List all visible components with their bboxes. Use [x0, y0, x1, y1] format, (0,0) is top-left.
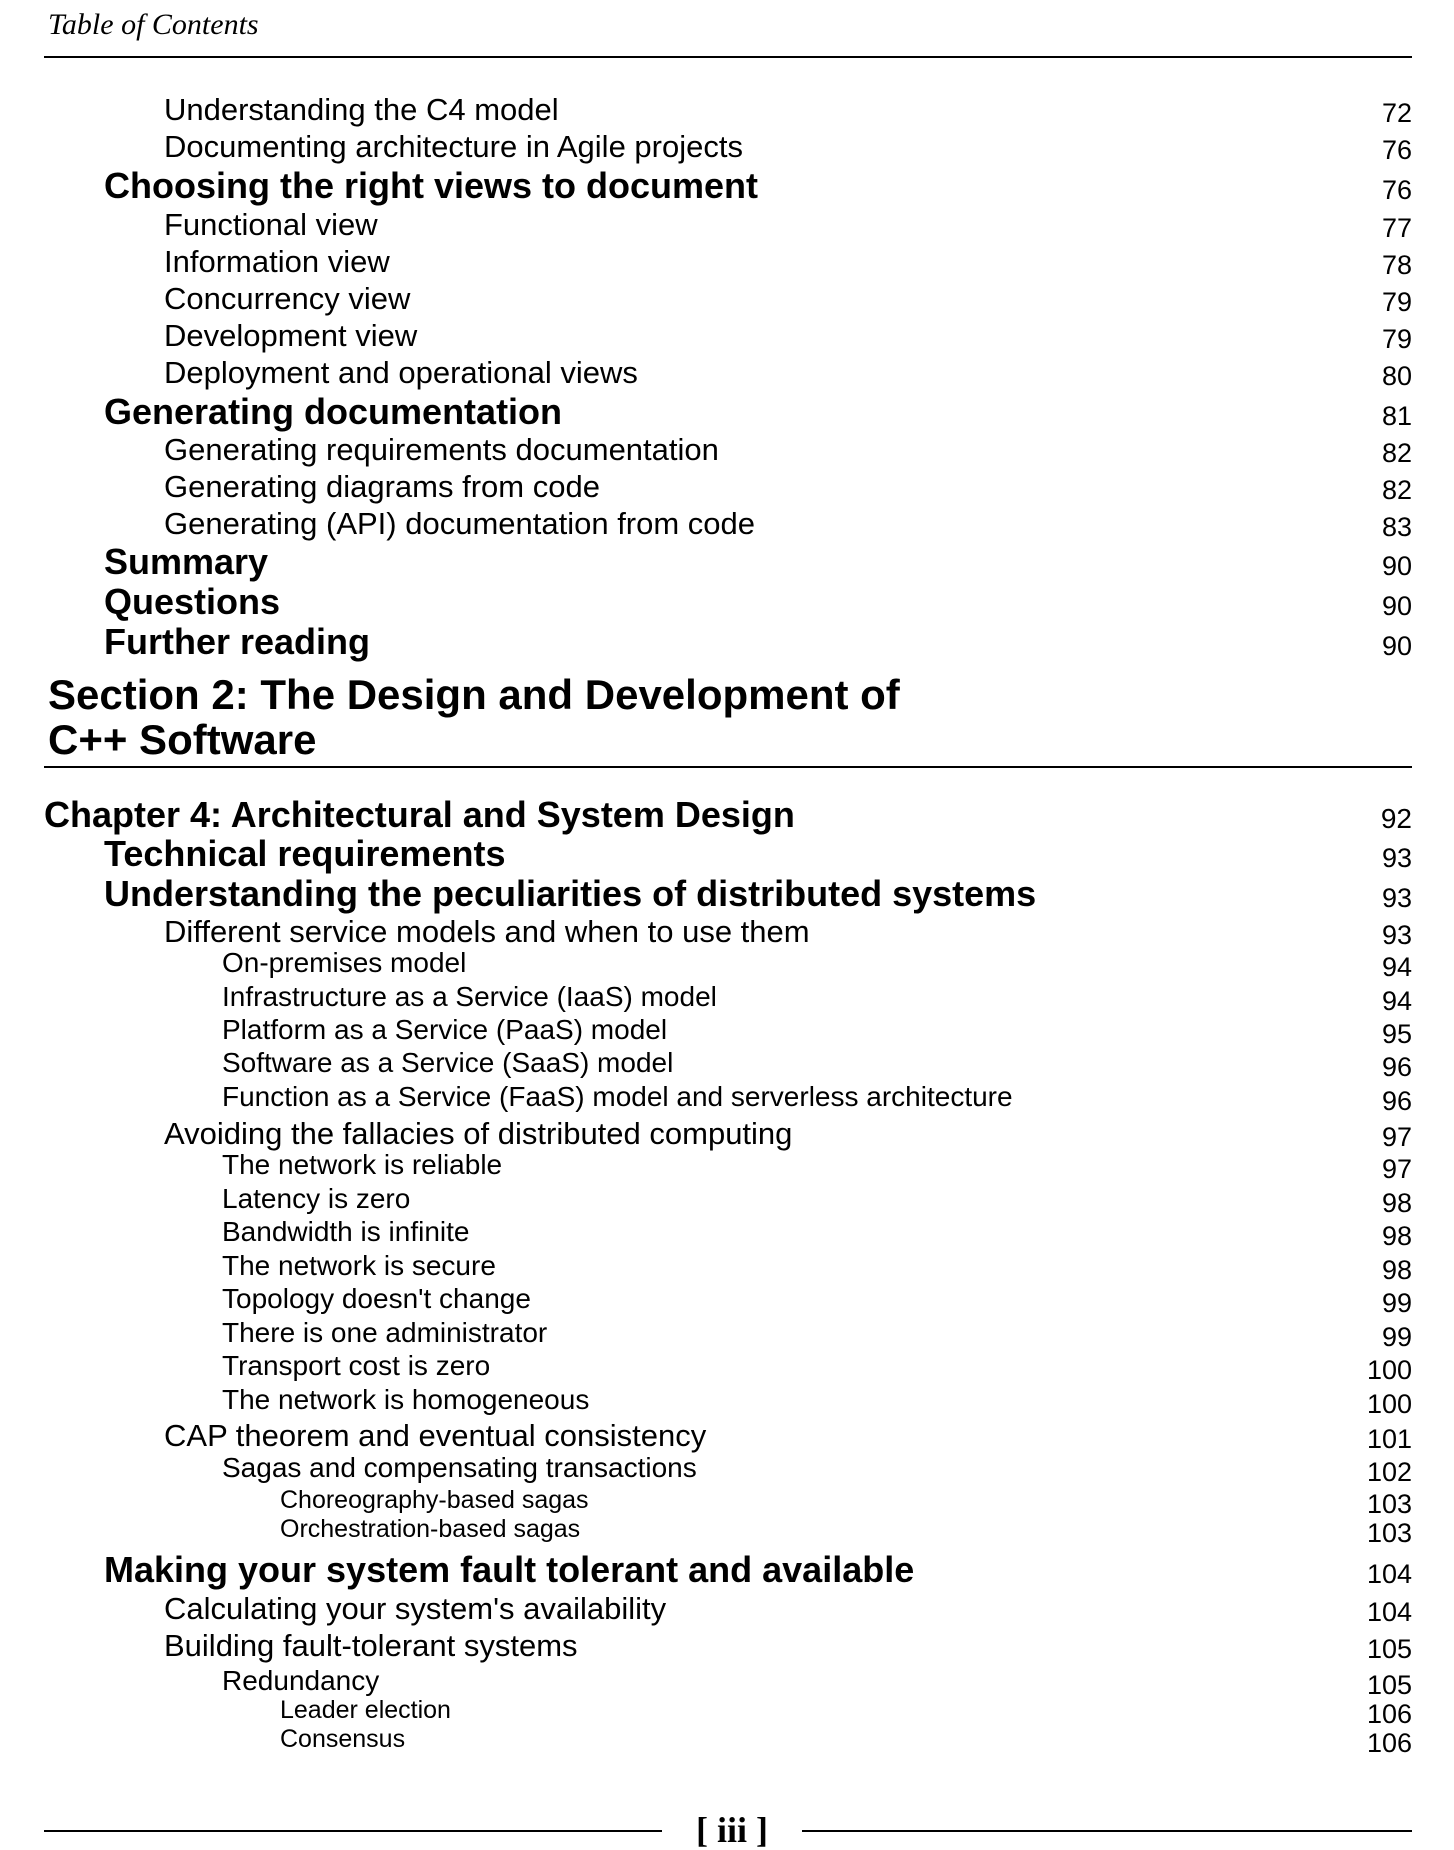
- toc-entry-page: 79: [1381, 287, 1412, 317]
- toc-entry-title: Avoiding the fallacies of distributed computing: [164, 1116, 793, 1151]
- toc-entry-page: 72: [1381, 98, 1412, 128]
- toc-entry-page: 98: [1381, 1188, 1412, 1218]
- footer-rule-left: [44, 1830, 662, 1832]
- toc-entry-title: Different service models and when to use them: [164, 914, 810, 949]
- toc-entry-page: 99: [1381, 1322, 1412, 1352]
- toc-entry-title: Function as a Service (FaaS) model and serverless architecture: [222, 1081, 1013, 1112]
- toc-entry-title: Redundancy: [222, 1665, 380, 1696]
- toc-entry-page: 76: [1381, 135, 1412, 165]
- toc-entry[interactable]: [44, 207, 1412, 242]
- toc-entry-title: CAP theorem and eventual consistency: [164, 1418, 707, 1453]
- toc-entry-page: 100: [1366, 1389, 1412, 1419]
- section-title-line2: C++ Software: [48, 716, 317, 763]
- toc-entry[interactable]: [44, 432, 1412, 467]
- toc-entry-page: 90: [1381, 631, 1412, 661]
- toc-entry[interactable]: [44, 92, 1412, 127]
- toc-entry-page: 106: [1366, 1728, 1412, 1758]
- toc-entry-page: 100: [1366, 1355, 1412, 1385]
- toc-entry-page: 102: [1366, 1457, 1412, 1487]
- toc-entry-page: 76: [1381, 175, 1412, 205]
- toc-entry-title: Generating requirements documentation: [164, 432, 719, 467]
- toc-entry-page: 92: [1380, 803, 1412, 834]
- toc-entry[interactable]: [44, 166, 1412, 206]
- toc-entry[interactable]: [44, 1014, 1412, 1049]
- toc-entry-page: 90: [1381, 551, 1412, 581]
- toc-entry-title: Infrastructure as a Service (IaaS) model: [222, 981, 717, 1012]
- toc-entry-page: 93: [1381, 920, 1412, 950]
- toc-entry-page: 90: [1381, 591, 1412, 621]
- toc-entry[interactable]: [44, 834, 1412, 874]
- toc-entry[interactable]: [44, 1696, 1412, 1729]
- toc-entry-page: 104: [1366, 1559, 1412, 1589]
- toc-entry-title: Information view: [164, 244, 390, 279]
- toc-entry-page: 82: [1381, 475, 1412, 505]
- toc-entry[interactable]: [44, 1183, 1412, 1218]
- toc-entry-page: 94: [1381, 986, 1412, 1016]
- toc-entry[interactable]: [44, 1081, 1412, 1116]
- section-title: [48, 672, 900, 762]
- toc-entry[interactable]: [44, 244, 1412, 279]
- toc-entry-page: 78: [1381, 250, 1412, 280]
- toc-entry[interactable]: [44, 1283, 1412, 1318]
- toc-entry[interactable]: [44, 1149, 1412, 1184]
- toc-entry-title: Summary: [104, 541, 269, 582]
- toc-entry[interactable]: [44, 795, 1412, 835]
- toc-entry[interactable]: [44, 1384, 1412, 1419]
- toc-entry-title: Topology doesn't change: [222, 1283, 531, 1314]
- toc-entry-title: Further reading: [104, 621, 371, 662]
- toc-entry[interactable]: [44, 506, 1412, 541]
- toc-entry-title: Building fault-tolerant systems: [164, 1628, 578, 1663]
- toc-entry-title: Leader election: [280, 1696, 451, 1724]
- toc-entry-title: Choosing the right views to document: [104, 165, 759, 206]
- toc-entry[interactable]: [44, 542, 1412, 582]
- toc-entry-page: 93: [1381, 883, 1412, 913]
- toc-entry[interactable]: [44, 1350, 1412, 1385]
- toc-entry-page: 103: [1366, 1518, 1412, 1548]
- toc-entry-page: 97: [1381, 1154, 1412, 1184]
- toc-entry[interactable]: [44, 1486, 1412, 1519]
- toc-entry[interactable]: [44, 1665, 1412, 1700]
- toc-entry-title: Generating (API) documentation from code: [164, 506, 756, 541]
- toc-entry-page: 101: [1366, 1424, 1412, 1454]
- toc-entry-title: Orchestration-based sagas: [280, 1515, 581, 1543]
- toc-entry-title: Concurrency view: [164, 281, 411, 316]
- toc-entry[interactable]: [44, 281, 1412, 316]
- toc-entry-page: 106: [1366, 1699, 1412, 1729]
- toc-entry-title: On-premises model: [222, 947, 467, 978]
- toc-entry[interactable]: [44, 1317, 1412, 1352]
- toc-entry-title: Documenting architecture in Agile projects: [164, 129, 743, 164]
- toc-entry[interactable]: [44, 1725, 1412, 1758]
- toc-entry-title: Development view: [164, 318, 418, 353]
- toc-entry-page: 103: [1366, 1489, 1412, 1519]
- toc-entry-title: Platform as a Service (PaaS) model: [222, 1014, 668, 1045]
- toc-entry-page: 82: [1381, 438, 1412, 468]
- toc-entry-title: Questions: [104, 581, 281, 622]
- toc-entry-title: The network is homogeneous: [222, 1384, 590, 1415]
- toc-entry[interactable]: [44, 1250, 1412, 1285]
- toc-entry-title: The network is secure: [222, 1250, 496, 1281]
- toc-entry[interactable]: [44, 1628, 1412, 1663]
- toc-entry-title: Chapter 4: Architectural and System Design: [44, 794, 795, 835]
- toc-entry-title: Generating documentation: [104, 391, 563, 432]
- toc-entry-title: Latency is zero: [222, 1183, 411, 1214]
- toc-entry-page: 95: [1381, 1019, 1412, 1049]
- toc-entry-title: Making your system fault tolerant and available: [104, 1549, 915, 1590]
- header-rule: [44, 56, 1412, 58]
- toc-entry-title: Functional view: [164, 207, 378, 242]
- toc-entry-page: 105: [1366, 1670, 1412, 1700]
- toc-entry-title: Understanding the peculiarities of distributed systems: [104, 873, 1037, 914]
- toc-entry[interactable]: [44, 582, 1412, 622]
- toc-entry-title: Transport cost is zero: [222, 1350, 491, 1381]
- toc-entry-page: 77: [1381, 213, 1412, 243]
- running-header: Table of Contents: [48, 8, 259, 41]
- toc-entry-page: 98: [1381, 1255, 1412, 1285]
- toc-entry-title: Sagas and compensating transactions: [222, 1452, 697, 1483]
- toc-entry[interactable]: [44, 874, 1412, 914]
- toc-entry-page: 81: [1381, 401, 1412, 431]
- toc-entry[interactable]: [44, 1047, 1412, 1082]
- footer-rule-right: [802, 1830, 1412, 1832]
- toc-entry[interactable]: [44, 392, 1412, 432]
- toc-entry[interactable]: [44, 129, 1412, 164]
- toc-entry-page: 79: [1381, 324, 1412, 354]
- toc-entry[interactable]: [44, 1216, 1412, 1251]
- toc-entry-title: There is one administrator: [222, 1317, 548, 1348]
- toc-entry[interactable]: [44, 1515, 1412, 1548]
- toc-entry-title: The network is reliable: [222, 1149, 503, 1180]
- toc-entry-title: Software as a Service (SaaS) model: [222, 1047, 674, 1078]
- toc-entry[interactable]: [44, 622, 1412, 662]
- toc-entry-page: 93: [1381, 843, 1412, 873]
- toc-entry-title: Consensus: [280, 1725, 406, 1753]
- toc-entry-page: 104: [1366, 1597, 1412, 1627]
- toc-entry-page: 80: [1381, 361, 1412, 391]
- toc-entry-page: 96: [1381, 1052, 1412, 1082]
- toc-entry-page: 83: [1381, 512, 1412, 542]
- toc-entry-page: 98: [1381, 1221, 1412, 1251]
- toc-entry-title: Calculating your system's availability: [164, 1591, 667, 1626]
- toc-entry-title: Deployment and operational views: [164, 355, 638, 390]
- toc-entry[interactable]: [44, 1116, 1412, 1151]
- toc-entry[interactable]: [44, 914, 1412, 949]
- page-number: [ iii ]: [696, 1810, 768, 1850]
- toc-entry-page: 96: [1381, 1086, 1412, 1116]
- section-rule: [44, 766, 1412, 768]
- toc-entry[interactable]: [44, 1452, 1412, 1487]
- toc-entry[interactable]: [44, 1550, 1412, 1590]
- toc-entry-title: Bandwidth is infinite: [222, 1216, 470, 1247]
- toc-entry[interactable]: [44, 469, 1412, 504]
- toc-entry[interactable]: [44, 1591, 1412, 1626]
- toc-entry-page: 97: [1381, 1122, 1412, 1152]
- toc-entry-title: Choreography-based sagas: [280, 1486, 589, 1514]
- toc-entry-page: 94: [1381, 952, 1412, 982]
- toc-entry-page: 99: [1381, 1288, 1412, 1318]
- section-title-line1: Section 2: The Design and Development of: [48, 671, 900, 718]
- toc-entry[interactable]: [44, 981, 1412, 1016]
- toc-entry[interactable]: [44, 318, 1412, 353]
- toc-entry[interactable]: [44, 355, 1412, 390]
- toc-entry-title: Technical requirements: [104, 833, 506, 874]
- toc-entry[interactable]: [44, 947, 1412, 982]
- toc-entry[interactable]: [44, 1418, 1412, 1453]
- toc-entry-page: 105: [1366, 1634, 1412, 1664]
- toc-entry-title: Generating diagrams from code: [164, 469, 600, 504]
- toc-entry-title: Understanding the C4 model: [164, 92, 559, 127]
